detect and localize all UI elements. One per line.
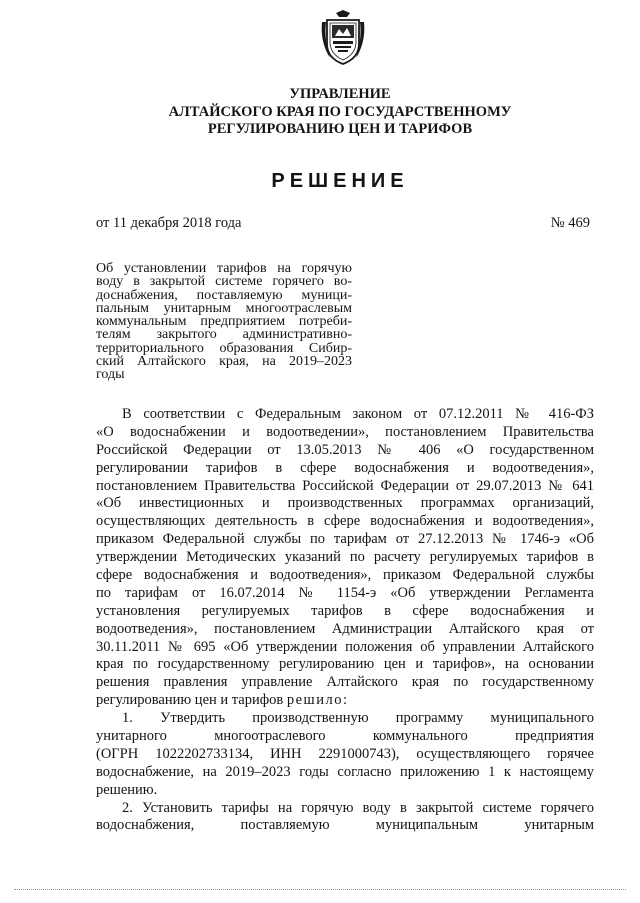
- body-line: Российской Федерации от 13.05.2013 № 406 «О государственном: [96, 441, 594, 458]
- body-line: сфере водоснабжения и водоотведения», приказом Федеральной службы: [96, 567, 594, 584]
- body-line: края по государственному регулированию цен и тарифов», на основании: [96, 656, 594, 673]
- document-date: от 11 декабря 2018 года: [96, 215, 242, 231]
- subject-line: годы: [96, 367, 125, 383]
- item-2-line: водоснабжения, поставляемую муниципальным унитарным: [96, 817, 594, 834]
- document-subject: [96, 262, 352, 382]
- document-title: РЕШЕНИЕ: [271, 170, 409, 192]
- subject-line: пальным унитарным многоотраслевым: [96, 300, 352, 316]
- page-bottom-divider: [14, 889, 626, 890]
- decided-word: решило: [286, 692, 343, 709]
- agency-line: АЛТАЙСКОГО КРАЯ ПО ГОСУДАРСТВЕННОМУ: [168, 103, 512, 120]
- subject-line: ский Алтайского края, на 2019–2023: [96, 354, 352, 370]
- item-1-line: решению.: [96, 781, 158, 798]
- subject-line: телям закрытого административно-: [96, 327, 352, 343]
- subject-line: коммунальным предприятием потреби-: [96, 314, 352, 330]
- body-line: решения правления управление Алтайского края по государственному: [96, 674, 594, 691]
- body-line: установления регулируемых тарифов в сфере водоснабжения и: [96, 602, 594, 619]
- subject-line: Об установлении тарифов на горячую: [96, 261, 352, 276]
- item-1-line: водоснабжение, на 2019–2023 годы согласно приложению 1 к настоящему: [96, 763, 594, 780]
- body-line: регулированию цен и тарифов: [96, 692, 287, 709]
- body-line: утверждении Методических указаний по расчету регулируемых тарифов в: [96, 549, 594, 566]
- item-2-line: 2. Установить тарифы на горячую воду в закрытой системе горячего: [122, 799, 594, 816]
- body-line: «Об инвестиционных и производственных программах организаций,: [96, 495, 594, 512]
- body-line: регулировании тарифов в сфере водоснабжения и водоотведения»,: [96, 459, 594, 476]
- subject-line: территориального образования Сибир-: [96, 340, 352, 356]
- body-line: 30.11.2011 № 695 «Об утверждении положения об управлении Алтайского: [96, 638, 594, 655]
- agency-line: РЕГУЛИРОВАНИЮ ЦЕН И ТАРИФОВ: [207, 121, 473, 137]
- decided-line: [96, 692, 594, 710]
- body-line: водоотведения», постановлением Администрации Алтайского края от: [96, 620, 594, 637]
- body-line: по тарифам от 16.07.2014 № 1154-э «Об утверждении Регламента: [96, 584, 594, 601]
- body-line: осуществляющих деятельность в сфере водоснабжения и водоотведения»,: [96, 513, 594, 530]
- document-body: [96, 406, 594, 835]
- document-number: № 469: [550, 215, 590, 231]
- body-line: приказом Федеральной службы по тарифам от 27.12.2013 № 1746-э «Об: [96, 531, 594, 548]
- item-1-line: 1. Утвердить производственную программу муниципального: [122, 710, 594, 727]
- agency-line: УПРАВЛЕНИЕ: [289, 86, 391, 102]
- item-1-line: унитарного многоотраслевого коммунального предприятия: [96, 728, 594, 745]
- coat-of-arms-emblem: [318, 8, 368, 66]
- item-1-line: (ОГРН 1022202733134, ИНН 2291000743), осуществляющего горячее: [96, 745, 594, 762]
- subject-line: воду в закрытой системе горячего во-: [96, 274, 352, 290]
- body-line: В соответствии с Федеральным законом от 07.12.2011 № 416-ФЗ: [122, 406, 594, 422]
- subject-line: доснабжения, поставляемую муници-: [96, 287, 352, 303]
- agency-name: [140, 86, 540, 139]
- decided-colon: :: [342, 692, 347, 709]
- body-line: «О водоснабжении и водоотведении», постановлением Правительства: [96, 423, 594, 440]
- body-line: постановлением Правительства Российской Федерации от 29.07.2013 № 641: [96, 477, 594, 494]
